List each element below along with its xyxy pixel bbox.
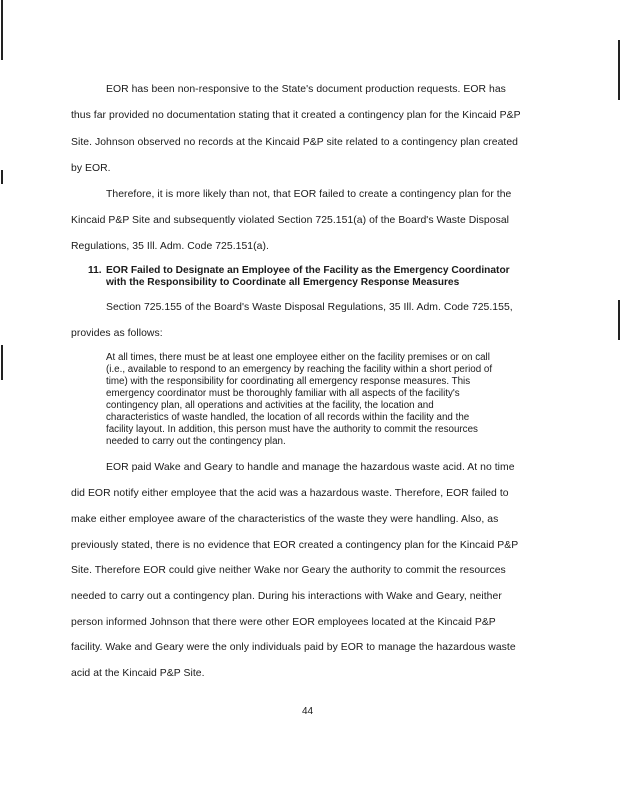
block-quote-line: (i.e., available to respond to an emergency by reaching the facility within a short period of xyxy=(106,364,493,375)
paragraph-2-line: Regulations, 35 Ill. Adm. Code 725.151(a). xyxy=(71,241,269,252)
paragraph-4-line: did EOR notify either employee that the acid was a hazardous waste. Therefore, EOR failed to xyxy=(71,488,509,499)
left-edge-mark-mid xyxy=(1,170,3,184)
paragraph-3-line: provides as follows: xyxy=(71,328,163,339)
left-edge-mark-low xyxy=(1,345,3,380)
paragraph-1-line: by EOR. xyxy=(71,163,111,174)
block-quote-line: facility layout. In addition, this person must have the authority to commit the resources xyxy=(106,424,478,435)
paragraph-4-line: acid at the Kincaid P&P Site. xyxy=(71,668,205,679)
section-heading-line-2: with the Responsibility to Coordinate all Emergency Response Measures xyxy=(106,277,460,288)
section-heading-number: 11. xyxy=(88,265,102,276)
paragraph-4-line: EOR paid Wake and Geary to handle and manage the hazardous waste acid. At no time xyxy=(106,462,515,473)
left-edge-mark-top xyxy=(1,0,3,60)
paragraph-2-line: Therefore, it is more likely than not, that EOR failed to create a contingency plan for the xyxy=(106,189,512,200)
block-quote-line: needed to carry out the contingency plan. xyxy=(106,436,286,447)
paragraph-1-line: EOR has been non-responsive to the State's document production requests. EOR has xyxy=(106,84,506,95)
block-quote-line: characteristics of waste handled, the location of all records within the facility and the xyxy=(106,412,470,423)
right-edge-mark-top xyxy=(618,40,620,100)
paragraph-4-line: needed to carry out a contingency plan. During his interactions with Wake and Geary, neither xyxy=(71,591,502,602)
paragraph-3-line: Section 725.155 of the Board's Waste Disposal Regulations, 35 Ill. Adm. Code 725.155, xyxy=(106,302,513,313)
block-quote-line: time) with the responsibility for coordinating all emergency response measures. This xyxy=(106,376,471,387)
section-heading-line-1: EOR Failed to Designate an Employee of the Facility as the Emergency Coordinator xyxy=(106,265,510,276)
paragraph-4-line: Site. Therefore EOR could give neither Wake nor Geary the authority to commit the resources xyxy=(71,565,506,576)
right-edge-mark-low xyxy=(618,300,620,340)
paragraph-1-line: Site. Johnson observed no records at the Kincaid P&P site related to a contingency plan created xyxy=(71,137,519,148)
paragraph-1-line: thus far provided no documentation stating that it created a contingency plan for the Kincaid P&P xyxy=(71,110,521,121)
paragraph-4-line: make either employee aware of the characteristics of the waste they were handling. Also, as xyxy=(71,514,499,525)
block-quote-line: contingency plan, all operations and activities at the facility, the location and xyxy=(106,400,434,411)
block-quote-line: At all times, there must be at least one employee either on the facility premises or on call xyxy=(106,352,490,363)
paragraph-4-line: facility. Wake and Geary were the only individuals paid by EOR to manage the hazardous waste xyxy=(71,642,516,653)
paragraph-2-line: Kincaid P&P Site and subsequently violated Section 725.151(a) of the Board's Waste Disposal xyxy=(71,215,510,226)
page-number: 44 xyxy=(302,706,314,717)
paragraph-4-line: previously stated, there is no evidence that EOR created a contingency plan for the Kincaid P&P xyxy=(71,540,519,551)
paragraph-4-line: person informed Johnson that there were other EOR employees located at the Kincaid P&P xyxy=(71,617,496,628)
block-quote-line: emergency coordinator must be thoroughly familiar with all aspects of the facility's xyxy=(106,388,460,399)
